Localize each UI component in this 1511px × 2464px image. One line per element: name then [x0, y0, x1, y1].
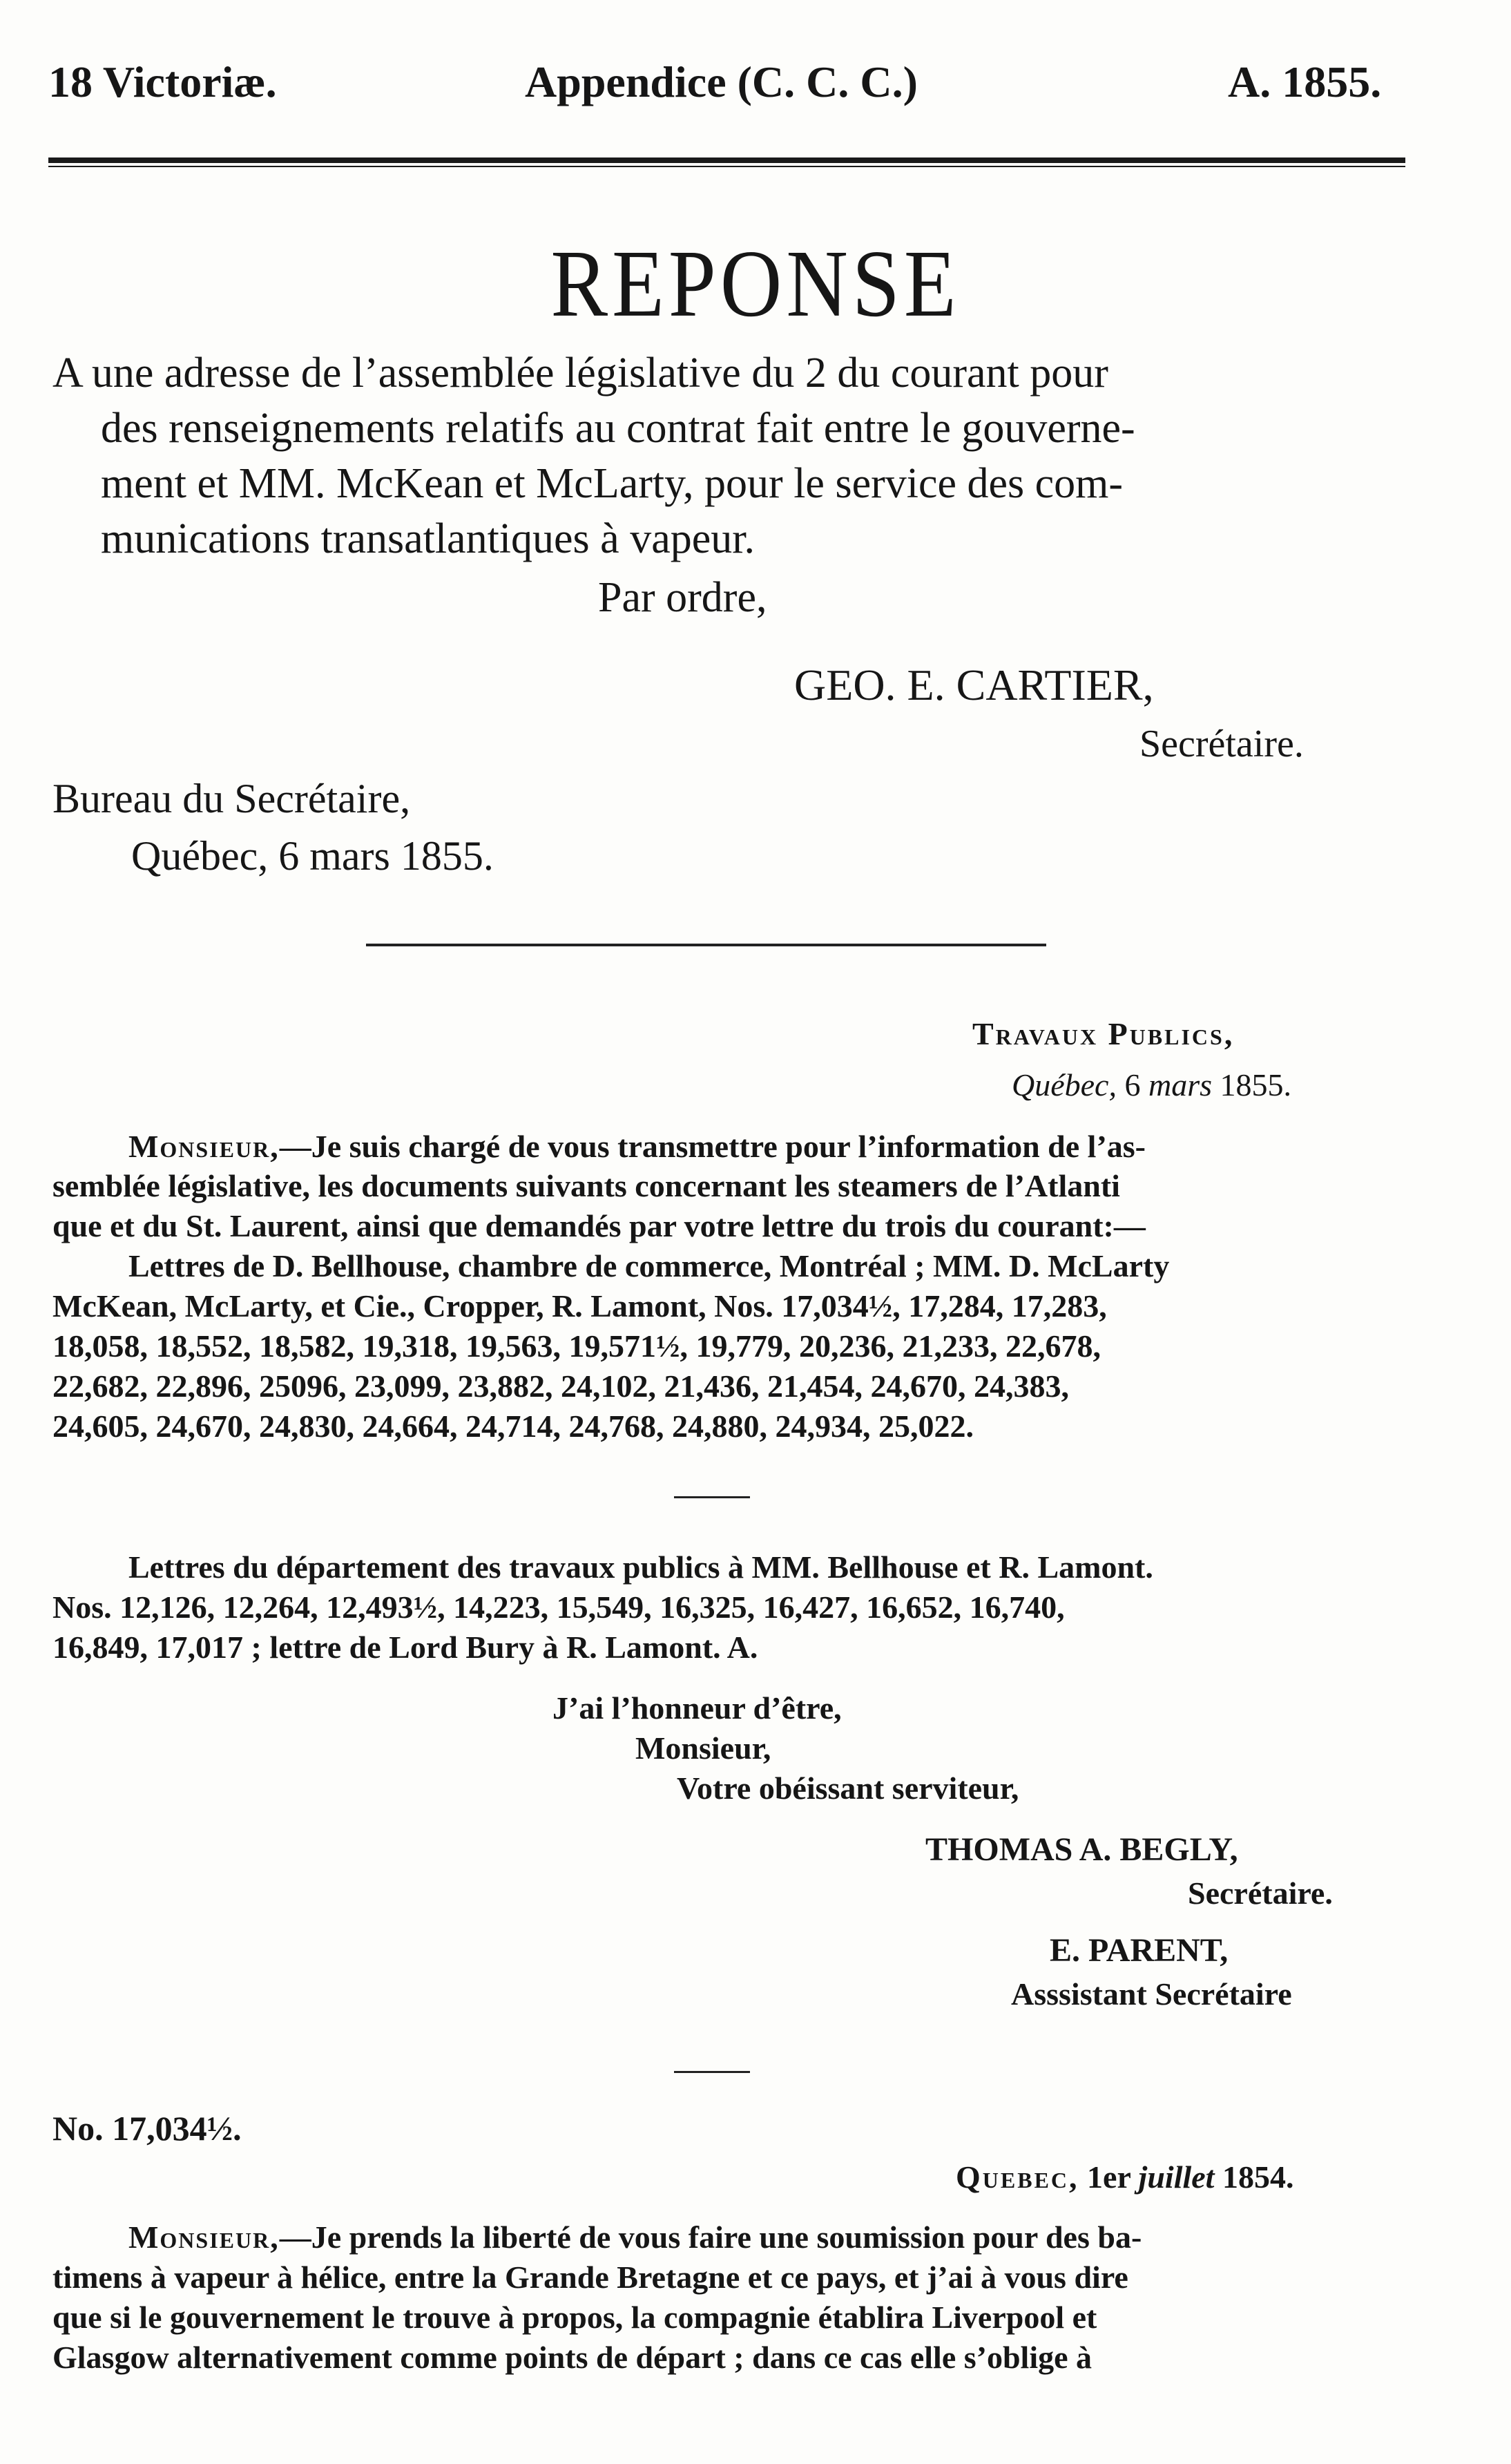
date-place: Quebec, [956, 2159, 1079, 2195]
body-line: timens à vapeur à hélice, entre la Grande Bretagne et ce pays, et j’ai à vous dire [52, 2260, 1128, 2295]
signer-title: Asssistant Secrétaire [1011, 1976, 1292, 2012]
body-line [128, 1128, 1146, 1165]
bureau-date: Québec, 6 mars 1855. [131, 833, 494, 879]
body-line: que si le gouvernement le trouve à propos, la compagnie établira Liverpool et [52, 2300, 1097, 2335]
signer-name: THOMAS A. BEGLY, [925, 1831, 1238, 1868]
closing-line: J’ai l’honneur d’être, [552, 1690, 842, 1726]
signatory-title: Secrétaire. [1139, 723, 1304, 765]
body-line: McKean, McLarty, et Cie., Cropper, R. Lamont, Nos. 17,034½, 17,284, 17,283, [52, 1288, 1107, 1324]
signer-name: E. PARENT, [1050, 1932, 1229, 1969]
signer-title: Secrétaire. [1188, 1875, 1333, 1911]
par-ordre: Par ordre, [598, 574, 767, 621]
body-line: que et du St. Laurent, ainsi que demandés par votre lettre du trois du courant:— [52, 1208, 1146, 1243]
short-divider [674, 2071, 750, 2073]
body-line: semblée législative, les documents suivants concernant les steamers de l’Atlanti [52, 1168, 1120, 1203]
closing-line: Votre obéissant serviteur, [677, 1770, 1019, 1806]
letter-number: No. 17,034½. [52, 2109, 242, 2148]
date-month: juillet [1138, 2159, 1215, 2195]
date-year: 1855. [1212, 1067, 1292, 1102]
date-place: Québec, [1012, 1067, 1117, 1102]
date-day: 6 [1116, 1067, 1148, 1102]
address-line: munications transatlantiques à vapeur. [101, 515, 755, 562]
bureau-line: Bureau du Secrétaire, [52, 776, 411, 821]
address-line: des renseignements relatifs au contrat fait entre le gouverne- [101, 405, 1135, 452]
letter-date [1012, 1067, 1291, 1103]
short-divider [674, 1496, 750, 1498]
body-line: 18,058, 18,552, 18,582, 19,318, 19,563, 19,571½, 19,779, 20,236, 21,233, 22,678, [52, 1328, 1101, 1364]
body-text: —Je suis chargé de vous transmettre pour l’information de l’as- [279, 1129, 1146, 1164]
salutation: Monsieur, [128, 2219, 280, 2255]
body-line: Nos. 12,126, 12,264, 12,493½, 14,223, 15,549, 16,325, 16,427, 16,652, 16,740, [52, 1589, 1065, 1625]
date-day: 1er [1079, 2159, 1139, 2195]
body-line: 24,605, 24,670, 24,830, 24,664, 24,714, 24,768, 24,880, 24,934, 25,022. [52, 1408, 974, 1444]
address-line: ment et MM. McKean et McLarty, pour le service des com- [101, 460, 1124, 507]
closing-line: Monsieur, [635, 1730, 771, 1766]
date-year: 1854. [1214, 2159, 1294, 2195]
running-header-right: A. 1855. [1228, 57, 1382, 106]
salutation: Monsieur, [128, 1129, 280, 1164]
body-line [128, 2219, 1142, 2255]
body-line: Lettres du département des travaux publics à MM. Bellhouse et R. Lamont. [128, 1549, 1153, 1585]
letter-heading: Travaux Publics, [972, 1016, 1235, 1051]
page-title: REPONSE [550, 230, 961, 337]
letter-date [956, 2159, 1293, 2195]
date-month: mars [1148, 1067, 1213, 1102]
body-line: 22,682, 22,896, 25096, 23,099, 23,882, 24,102, 21,436, 21,454, 24,670, 24,383, [52, 1368, 1069, 1404]
body-text: —Je prends la liberté de vous faire une soumission pour des ba- [279, 2219, 1142, 2255]
running-header-center: Appendice (C. C. C.) [525, 57, 918, 106]
signatory-name: GEO. E. CARTIER, [794, 660, 1154, 709]
body-line: Glasgow alternativement comme points de départ ; dans ce cas elle s’oblige à [52, 2340, 1093, 2375]
address-line: A une adresse de l’assemblée législative du 2 du courant pour [52, 350, 1108, 397]
header-rule-thick [48, 157, 1405, 163]
header-rule-thin [48, 166, 1405, 167]
running-header-left: 18 Victoriæ. [48, 57, 277, 106]
section-divider [366, 944, 1046, 946]
body-line: 16,849, 17,017 ; lettre de Lord Bury à R. Lamont. A. [52, 1630, 758, 1665]
body-line: Lettres de D. Bellhouse, chambre de commerce, Montréal ; MM. D. McLarty [128, 1248, 1170, 1283]
